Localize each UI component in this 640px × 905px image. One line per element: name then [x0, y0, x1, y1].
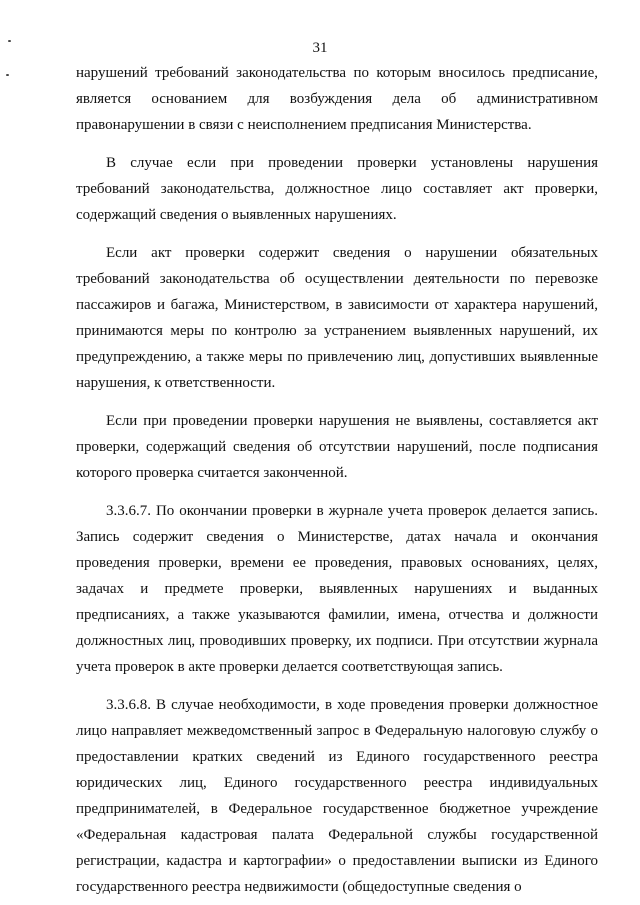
paragraph-3-3-6-8: 3.3.6.8. В случае необходимости, в ходе проведения проверки должностное лицо направляет межведомственный запрос в Федеральную налоговую службу о предоставлении кратких сведений из Единого государственного реестра юридических лиц, Единого государственного реестра индивидуальных предпринимателей, в Федеральное государственное бюджетное учреждение «Федеральная кадастровая палата Федеральной службы государственной регистрации, кадастра и картографии» о предоставлении выписки из Единого государственного реестра недвижимости (общедоступные сведения о	[76, 697, 598, 895]
scan-speck	[6, 74, 9, 76]
paragraph-no-violations: Если при проведении проверки нарушения не выявлены, составляется акт проверки, содержащий сведения об отсутствии нарушений, после подписания которого проверка считается законченной.	[76, 413, 598, 481]
paragraph-measures: Если акт проверки содержит сведения о нарушении обязательных требований законодательства об осуществлении деятельности по перевозке пассажиров и багажа, Министерством, в зависимости от характера нарушений, принимаются меры по контролю за устранением выявленных нарушений, их предупреждению, а также меры по привлечению лиц, допустивших выявленные нарушения, к ответственности.	[76, 245, 598, 391]
paragraph-violations-found: В случае если при проведении проверки установлены нарушения требований законодательства, должностное лицо составляет акт проверки, содержащий сведения о выявленных нарушениях.	[76, 155, 598, 223]
paragraph-3-3-6-7: 3.3.6.7. По окончании проверки в журнале учета проверок делается запись. Запись содержит сведения о Министерстве, датах начала и окончания проведения проверки, времени ее проведения, правовых основаниях, целях, задачах и предмете проверки, выявленных нарушениях и выданных предписаниях, а также указываются фамилии, имена, отчества и должности должностных лиц, проводивших проверку, их подписи. При отсутствии журнала учета проверок в акте проверки делается соответствующая запись.	[76, 503, 598, 675]
page-number: 31	[312, 40, 328, 56]
body-text	[76, 60, 598, 900]
paragraph-continuation: нарушений требований законодательства по которым вносилось предписание, является основанием для возбуждения дела об административном правонарушении в связи с неисполнением предписания Министерства.	[76, 65, 598, 133]
